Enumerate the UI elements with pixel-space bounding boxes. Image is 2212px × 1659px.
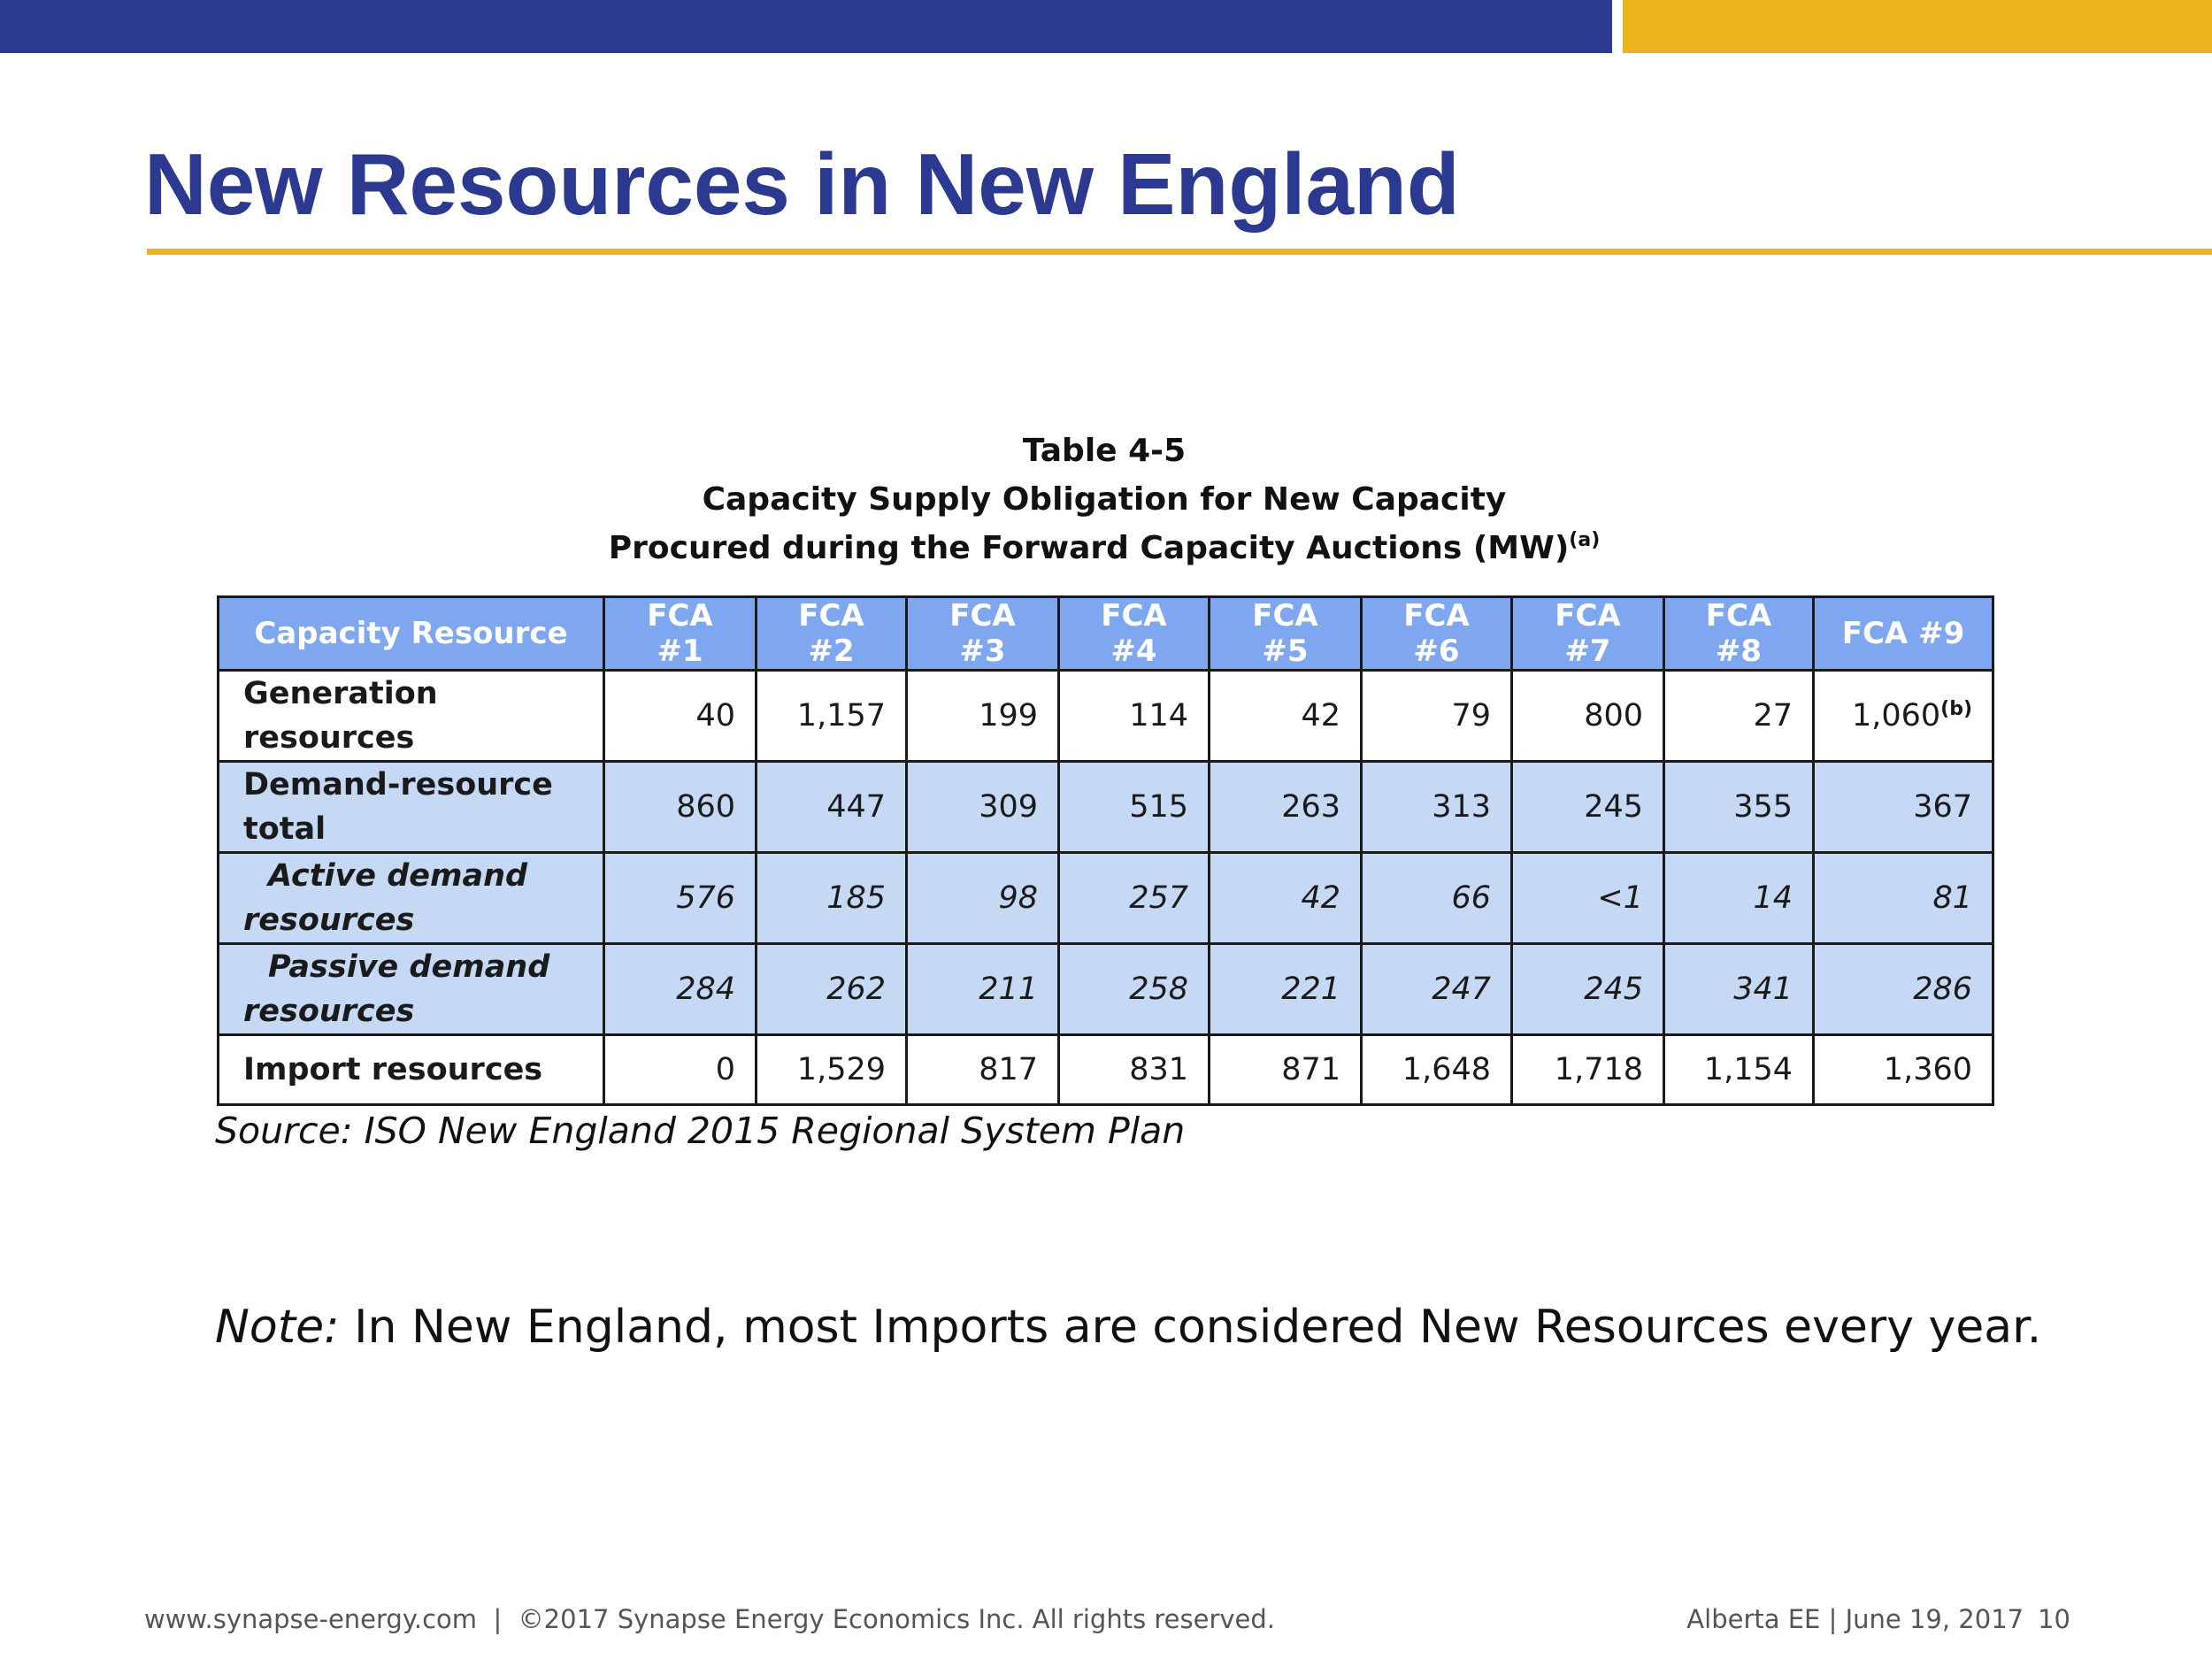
slide-title: New Resources in New England — [144, 135, 1460, 233]
row-label-line: Active demand — [268, 858, 528, 894]
column-header-fca: FCA #1 — [604, 597, 757, 671]
table-caption — [217, 426, 1992, 572]
table-caption-footnote: (a) — [1569, 529, 1601, 551]
table-cell: 831 — [1059, 1035, 1210, 1105]
table-cell: 221 — [1210, 944, 1362, 1035]
column-header-fca: FCA #5 — [1210, 597, 1362, 671]
table-cell: 515 — [1059, 762, 1210, 853]
row-label: Generation resources — [219, 671, 604, 762]
table-cell: 1,154 — [1664, 1035, 1814, 1105]
table-cell: 42 — [1210, 853, 1362, 944]
table-cell: 286 — [1814, 944, 1993, 1035]
table-cell: 576 — [604, 853, 757, 944]
table-cell: 1,157 — [757, 671, 907, 762]
table-cell: 1,718 — [1512, 1035, 1664, 1105]
table-cell: 247 — [1362, 944, 1512, 1035]
column-header-resource: Capacity Resource — [219, 597, 604, 671]
table-cell: 800 — [1512, 671, 1664, 762]
table-cell: 81 — [1814, 853, 1993, 944]
column-header-fca: FCA #6 — [1362, 597, 1512, 671]
table-cell: 1,360 — [1814, 1035, 1993, 1105]
row-label-line: Passive demand — [268, 949, 550, 985]
table-cell: 14 — [1664, 853, 1814, 944]
table-cell: 263 — [1210, 762, 1362, 853]
table-cell: 284 — [604, 944, 757, 1035]
table-cell: 245 — [1512, 762, 1664, 853]
top-banner-gold — [1623, 0, 2212, 53]
table-cell-value: 1,060 — [1851, 698, 1941, 733]
table-caption-subtitle — [217, 524, 1992, 572]
table-cell-footnote: (b) — [1940, 698, 1972, 720]
table-caption-title: Capacity Supply Obligation for New Capacity — [702, 481, 1507, 518]
table-cell: 0 — [604, 1035, 757, 1105]
table-cell: 871 — [1210, 1035, 1362, 1105]
title-underline — [147, 249, 2212, 255]
table-cell: 447 — [757, 762, 907, 853]
footer-copyright: www.synapse-energy.com | ©2017 Synapse Energy Economics Inc. All rights reserved. — [144, 1604, 1276, 1634]
column-header-fca: FCA #9 — [1814, 597, 1993, 671]
table-cell: 98 — [907, 853, 1059, 944]
source-citation: Source: ISO New England 2015 Regional System Plan — [215, 1110, 1186, 1152]
table-cell: 355 — [1664, 762, 1814, 853]
note — [215, 1295, 2041, 1359]
table-cell: 1,529 — [757, 1035, 907, 1105]
table-cell: 199 — [907, 671, 1059, 762]
table-cell: 42 — [1210, 671, 1362, 762]
note-label: Note: — [215, 1301, 340, 1354]
footer-event-text: Alberta EE | June 19, 2017 — [1686, 1604, 2024, 1634]
row-label — [219, 762, 604, 853]
row-label-line: Demand-resource — [243, 767, 553, 803]
capacity-table — [217, 595, 1994, 1106]
row-label — [219, 853, 604, 944]
table-cell: 817 — [907, 1035, 1059, 1105]
table-row-demand-total — [219, 762, 1993, 853]
table-cell: 309 — [907, 762, 1059, 853]
row-label-line: resources — [243, 994, 415, 1029]
column-header-fca: FCA #7 — [1512, 597, 1664, 671]
table-row-active-demand — [219, 853, 1993, 944]
column-header-fca: FCA #2 — [757, 597, 907, 671]
column-header-fca: FCA #4 — [1059, 597, 1210, 671]
row-label: Import resources — [219, 1035, 604, 1105]
table-cell: 367 — [1814, 762, 1993, 853]
table-header-row — [219, 597, 1993, 671]
table-cell: 27 — [1664, 671, 1814, 762]
top-banner-blue — [0, 0, 1612, 53]
page-number: 10 — [2038, 1604, 2070, 1634]
footer-event — [1686, 1601, 2070, 1637]
table-row-generation — [219, 671, 1993, 762]
table-cell: 185 — [757, 853, 907, 944]
table-caption-number: Table 4-5 — [1022, 433, 1187, 469]
row-label-line: resources — [243, 902, 415, 938]
table-cell: 860 — [604, 762, 757, 853]
table-caption-subtitle-text: Procured during the Forward Capacity Auctions (MW) — [608, 530, 1570, 566]
column-header-fca: FCA #8 — [1664, 597, 1814, 671]
table-cell: 257 — [1059, 853, 1210, 944]
column-header-fca: FCA #3 — [907, 597, 1059, 671]
table-cell: 40 — [604, 671, 757, 762]
table-cell: 245 — [1512, 944, 1664, 1035]
row-label-line: total — [243, 811, 326, 847]
note-text: In New England, most Imports are considered New Resources every year. — [339, 1301, 2042, 1354]
row-label — [219, 944, 604, 1035]
table-cell: 313 — [1362, 762, 1512, 853]
table-cell: 1,648 — [1362, 1035, 1512, 1105]
table-cell: 114 — [1059, 671, 1210, 762]
table-cell: 79 — [1362, 671, 1512, 762]
table-cell: 258 — [1059, 944, 1210, 1035]
table-cell: 211 — [907, 944, 1059, 1035]
table-cell: 341 — [1664, 944, 1814, 1035]
table-cell: 66 — [1362, 853, 1512, 944]
table-cell: <1 — [1512, 853, 1664, 944]
table-cell — [1814, 671, 1993, 762]
table-row-passive-demand — [219, 944, 1993, 1035]
table-row-import — [219, 1035, 1993, 1105]
table-cell: 262 — [757, 944, 907, 1035]
